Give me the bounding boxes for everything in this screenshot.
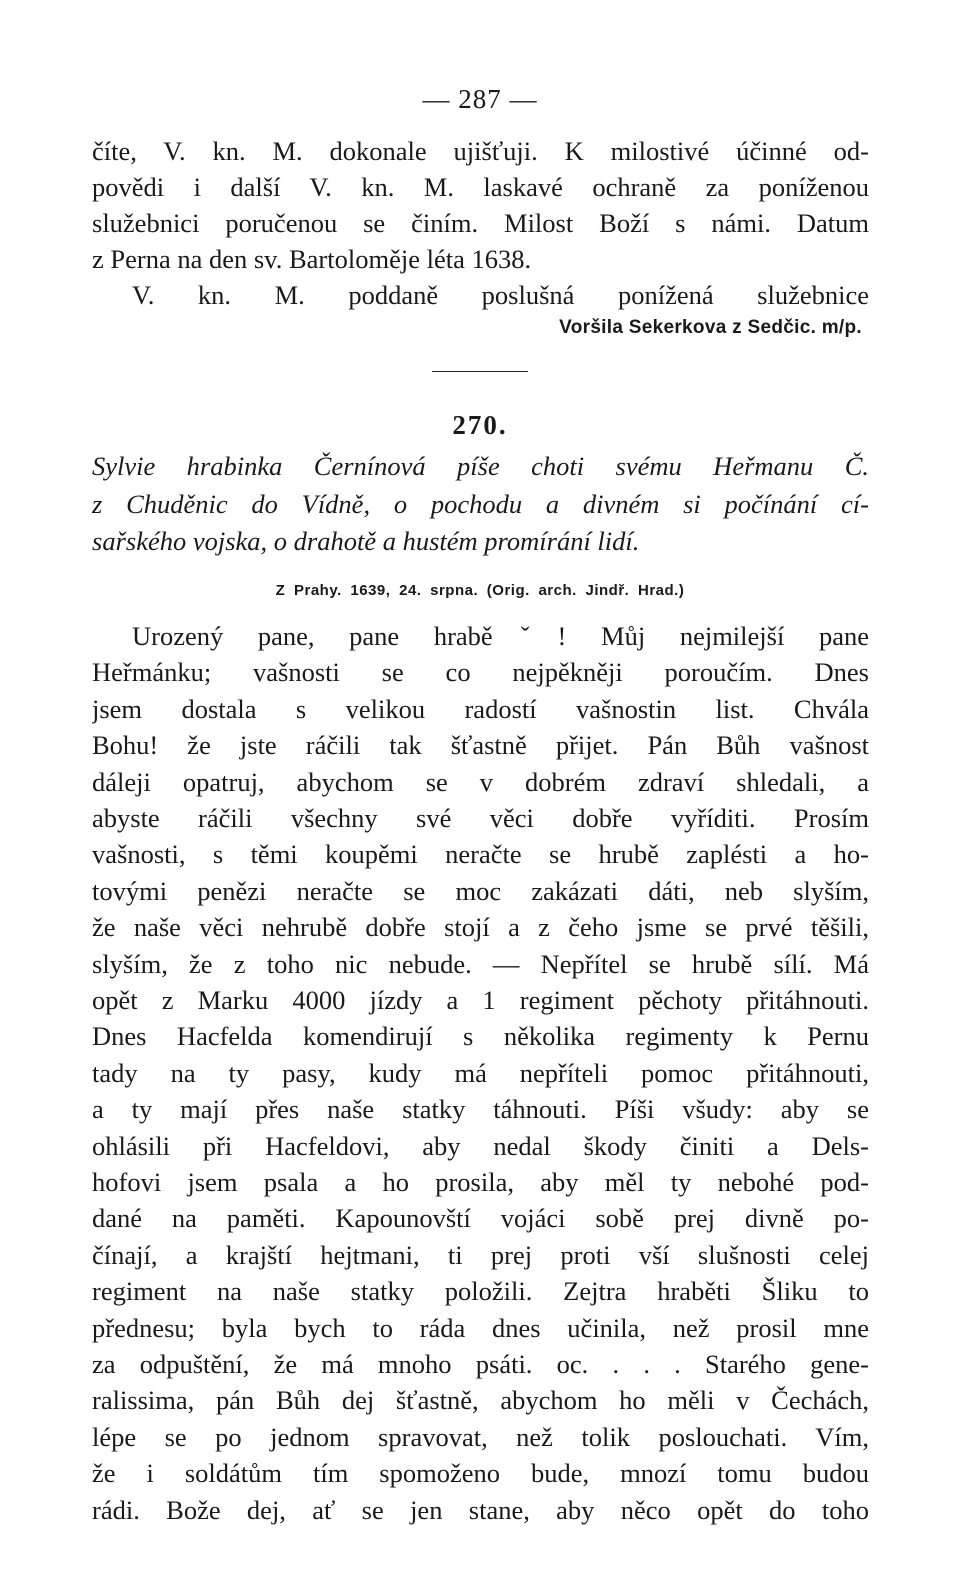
text-line: číte, V. kn. M. dokonale ujišťuji. K milostivé účinné od- [92, 136, 869, 166]
body-line: dané na paměti. Kapounovští vojáci sobě prej divně po- [92, 1203, 869, 1234]
source-line: Z Prahy. 1639, 24. srpna. (Orig. arch. Jindř. Hrad.) [275, 582, 685, 599]
body-line: rádi. Bože dej, ať se jen stane, aby něco opět do toho [92, 1494, 869, 1525]
body-line: Dnes Hacfelda komendirují s několika regimenty k Pernu [92, 1021, 869, 1052]
closing-line: V. kn. M. poddaně poslušná ponížená služebnice [132, 280, 869, 310]
body-line: opět z Marku 4000 jízdy a 1 regiment pěchoty přitáhnouti. [92, 985, 869, 1015]
body-line: lépe se po jednom spravovat, než tolik poslouchati. Vím, [92, 1421, 869, 1452]
body-line: za odpuštění, že má mnoho psáti. oc. . . . Starého gene- [92, 1349, 869, 1379]
heading-line: z Chuděnic do Vídně, o pochodu a divném si počínání cí- [92, 488, 869, 519]
signature: Voršila Sekerkova z Sedčic. m/p. [559, 317, 862, 338]
body-line: dáleji opatruj, abychom se v dobrém zdraví shledali, a [92, 766, 869, 797]
body-line: a ty mají přes naše statky táhnouti. Píši všudy: aby se [92, 1094, 869, 1125]
text-line: povědi i další V. kn. M. laskavé ochraně za poníženou [92, 172, 869, 202]
body-line: že i soldátům tím spomoženo bude, mnozí tomu budou [92, 1458, 869, 1489]
body-line: regiment na naše statky položili. Zejtra hraběti Šliku to [92, 1276, 869, 1307]
text-line: z Perna na den sv. Bartoloměje léta 1638. [92, 244, 532, 274]
body-line: abyste ráčili všechny své věci dobře vyříditi. Prosím [92, 803, 869, 833]
body-line: čínají, a krajští hejtmani, ti prej proti vší slušnosti celej [92, 1239, 869, 1270]
page-number: — 287 — [422, 84, 538, 114]
body-line: ralissima, pán Bůh dej šťastně, abychom ho měli v Čechách, [92, 1385, 869, 1416]
body-line: ohlásili při Hacfeldovi, aby nedal škody činiti a Dels- [92, 1130, 869, 1161]
body-line: slyším, že z toho nic nebude. — Nepřítel se hrubě sílí. Má [92, 948, 869, 979]
body-line: hofovi jsem psala a ho prosila, aby měl ty nebohé pod- [92, 1167, 869, 1197]
body-line: že naše věci nehrubě dobře stojí a z čeho jsme se prvé těšili, [92, 912, 869, 943]
body-line: tady na ty pasy, kudy má nepříteli pomoc přitáhnouti, [92, 1057, 869, 1088]
separator-rule [432, 371, 528, 372]
body-line: Bohu! že jste ráčili tak šťastně přijet. Pán Bůh vašnost [92, 730, 869, 761]
letter-number: 270. [452, 410, 508, 440]
body-line: Urozený pane, pane hraběˇ! Můj nejmilejší pane [132, 621, 869, 651]
body-line: přednesu; byla bych to ráda dnes učinila, než prosil mne [92, 1312, 869, 1343]
heading-line: sařského vojska, o drahotě a hustém promírání lidí. [92, 526, 640, 556]
body-line: jsem dostala s velikou radostí vašnostin list. Chvála [92, 693, 869, 724]
body-line: vašnosti, s těmi koupěmi neračte se hrubě zaplésti a ho- [92, 839, 869, 870]
heading-line: Sylvie hrabinka Černínová píše choti svému Heřmanu Č. [92, 451, 869, 481]
body-line: Heřmánku; vašnosti se co nejpěkněji poroučím. Dnes [92, 657, 869, 688]
body-line: tovými penězi neračte se moc zakázati dáti, neb slyším, [92, 875, 869, 906]
text-line: služebnici poručenou se činím. Milost Boží s námi. Datum [92, 208, 869, 238]
